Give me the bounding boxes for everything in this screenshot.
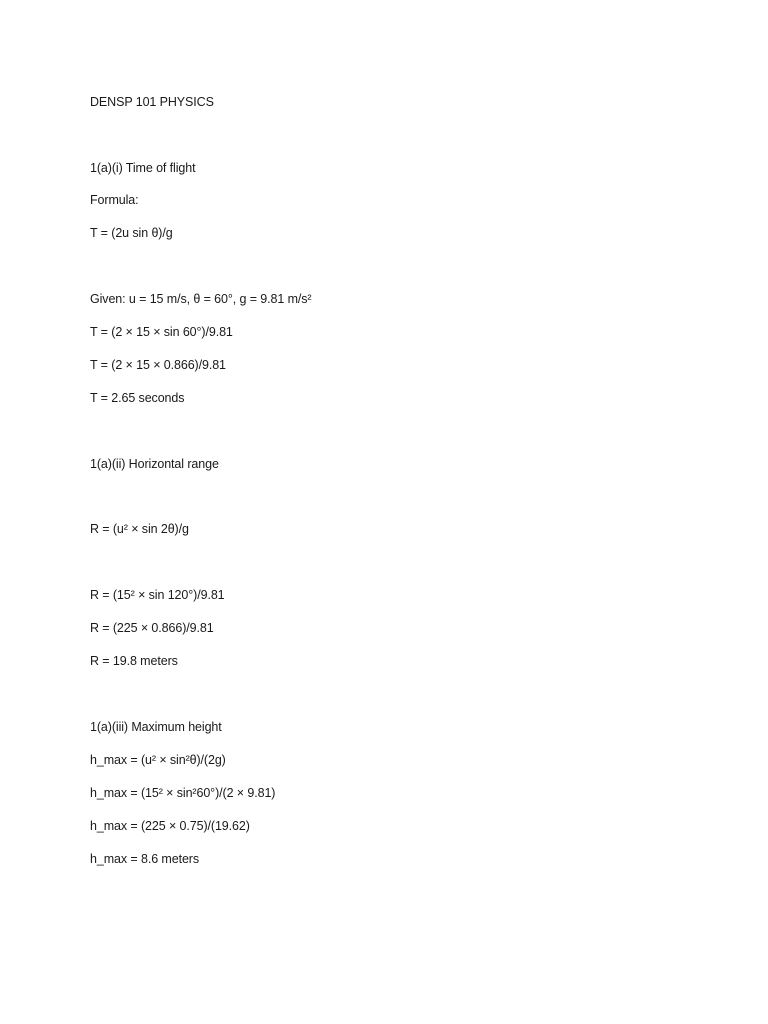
section-heading-maximum-height: 1(a)(iii) Maximum height — [90, 720, 222, 734]
section-heading-horizontal-range: 1(a)(ii) Horizontal range — [90, 457, 219, 471]
time-of-flight-result: T = 2.65 seconds — [90, 391, 185, 405]
time-of-flight-step-2: T = (2 × 15 × 0.866)/9.81 — [90, 358, 226, 372]
maximum-height-result: h_max = 8.6 meters — [90, 852, 200, 866]
horizontal-range-formula: R = (u² × sin 2θ)/g — [90, 522, 189, 536]
maximum-height-step-1: h_max = (15² × sin²60°)/(2 × 9.81) — [90, 786, 276, 800]
formula-label: Formula: — [90, 193, 139, 207]
maximum-height-step-2: h_max = (225 × 0.75)/(19.62) — [90, 819, 250, 833]
section-heading-time-of-flight: 1(a)(i) Time of flight — [90, 161, 196, 175]
horizontal-range-step-1: R = (15² × sin 120°)/9.81 — [90, 588, 225, 602]
time-of-flight-formula: T = (2u sin θ)/g — [90, 226, 173, 240]
horizontal-range-step-2: R = (225 × 0.866)/9.81 — [90, 621, 214, 635]
horizontal-range-result: R = 19.8 meters — [90, 654, 178, 668]
document-title: DENSP 101 PHYSICS — [90, 95, 214, 109]
time-of-flight-step-1: T = (2 × 15 × sin 60°)/9.81 — [90, 325, 233, 339]
maximum-height-formula: h_max = (u² × sin²θ)/(2g) — [90, 753, 226, 767]
given-values: Given: u = 15 m/s, θ = 60°, g = 9.81 m/s² — [90, 292, 312, 306]
